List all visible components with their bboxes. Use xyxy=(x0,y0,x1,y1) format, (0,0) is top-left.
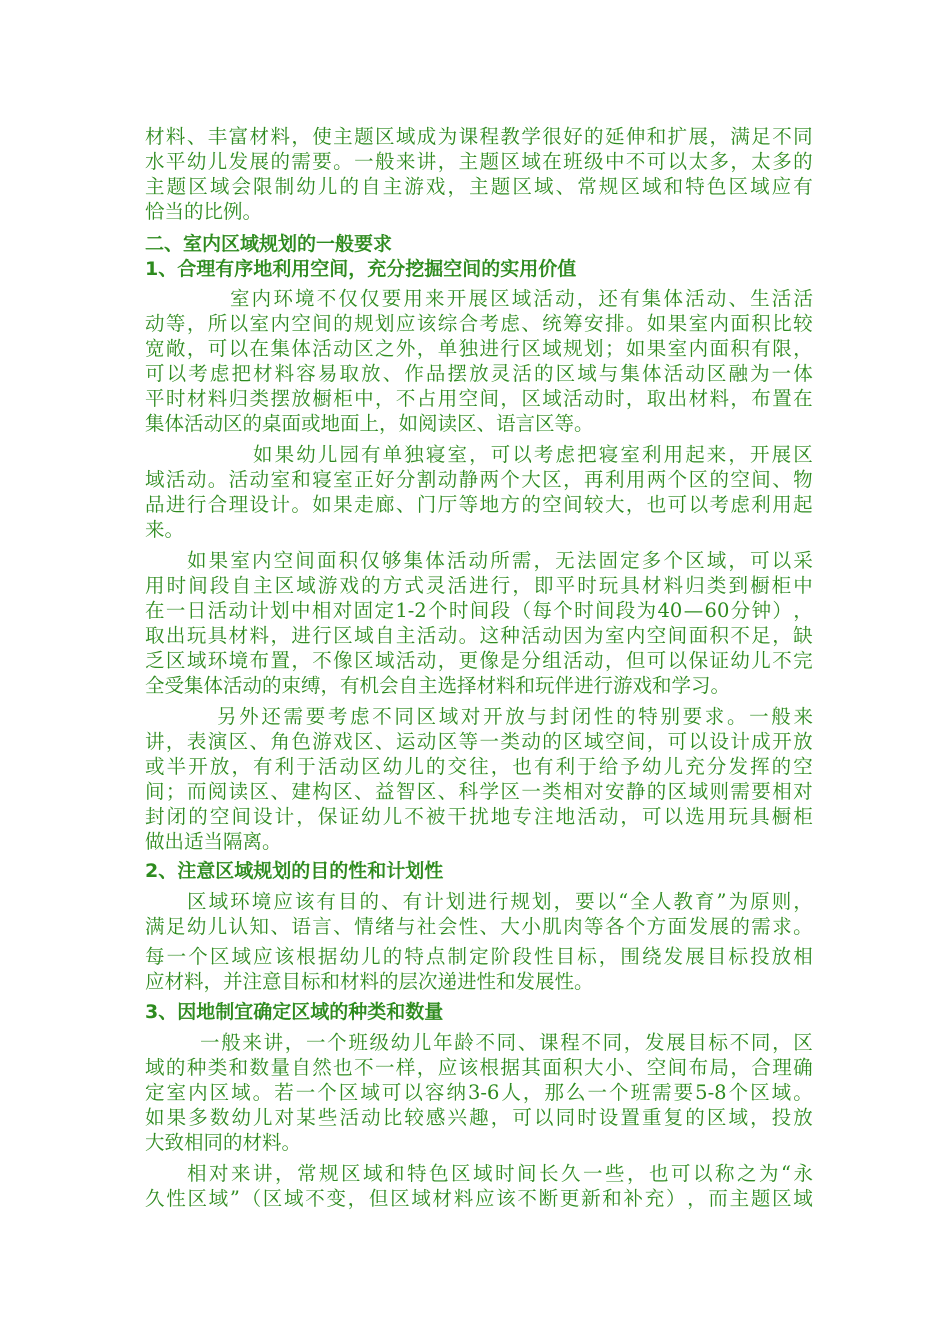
paragraph-line: 封 闭 的 空 间 设 计 ， 保 证 幼 儿 不 被 干 扰 地 专 注 地 活 动 ， 可 以 选 用 玩 具 橱 柜 xyxy=(145,805,813,828)
paragraph-line: 乏 区 域 环 境 布 置 ， 不 像 区 域 活 动 ， 更 像 是 分 组 活 动 ， 但 可 以 保 证 幼 儿 不 完 xyxy=(145,649,813,672)
paragraph-line: 如 果 多 数 幼 儿 对 某 些 活 动 比 较 感 兴 趣 ， 可 以 同 时 设 置 重 复 的 区 域 ， 投 放 xyxy=(145,1106,813,1129)
paragraph-line: 如 果 室 内 空 间 面 积 仅 够 集 体 活 动 所 需 ， 无 法 固 定 多 个 区 域 ， 可 以 采 xyxy=(187,549,813,572)
paragraph-line: 全受集体活动的束缚，有机会自主选择材料和玩伴进行游戏和学习。 xyxy=(145,674,731,697)
paragraph-line: 应材料，并注意目标和材料的层次递进性和发展性。 xyxy=(145,970,594,993)
paragraph-line: 材 料 、 丰 富 材 料 ， 使 主 题 区 域 成 为 课 程 教 学 很 好 的 延 伸 和 扩 展 ， 满 足 不 同 xyxy=(145,125,813,148)
paragraph-line: 水 平 幼 儿 发 展 的 需 要 。 一 般 来 讲 ， 主 题 区 域 在 班 级 中 不 可 以 太 多 ， 太 多 的 xyxy=(145,150,813,173)
paragraph-line: 另 外 还 需 要 考 虑 不 同 区 域 对 开 放 与 封 闭 性 的 特 别 要 求 。 一 般 来 xyxy=(217,705,813,728)
paragraph-line: 宽 敞 ， 可 以 在 集 体 活 动 区 之 外 ， 单 独 进 行 区 域 规 划 ； 如 果 室 内 面 积 有 限 ， xyxy=(145,337,813,360)
paragraph-line: 用 时 间 段 自 主 区 域 游 戏 的 方 式 灵 活 进 行 ， 即 平 时 玩 具 材 料 归 类 到 橱 柜 中 xyxy=(145,574,813,597)
paragraph-line: 品 进 行 合 理 设 计 。 如 果 走 廊 、 门 厅 等 地 方 的 空 间 较 大 ， 也 可 以 考 虑 利 用 起 xyxy=(145,493,813,516)
paragraph-line: 久 性 区 域 ” （ 区 域 不 变 ， 但 区 域 材 料 应 该 不 断 更 新 和 补 充 ） ， 而 主 题 区 域 xyxy=(145,1187,813,1210)
paragraph-line: 间 ； 而 阅 读 区 、 建 构 区 、 益 智 区 、 科 学 区 一 类 相 对 安 静 的 区 域 则 需 要 相 对 xyxy=(145,780,813,803)
paragraph-line: 如 果 幼 儿 园 有 单 独 寝 室 ， 可 以 考 虑 把 寝 室 利 用 起 来 ， 开 展 区 xyxy=(253,443,813,466)
section-heading: 2、注意区域规划的目的性和计划性 xyxy=(145,860,444,882)
paragraph-line: 或 半 开 放 ， 有 利 于 活 动 区 幼 儿 的 交 往 ， 也 有 利 于 给 予 幼 儿 充 分 发 挥 的 空 xyxy=(145,755,813,778)
paragraph-line: 集体活动区的桌面或地面上，如阅读区、语言区等。 xyxy=(145,412,594,435)
paragraph-line: 域 的 种 类 和 数 量 自 然 也 不 一 样 ， 应 该 根 据 其 面 积 大 小 、 空 间 布 局 ， 合 理 确 xyxy=(145,1056,813,1079)
section-heading: 3、因地制宜确定区域的种类和数量 xyxy=(145,1001,444,1023)
paragraph-line: 满 足 幼 儿 认 知 、 语 言 、 情 绪 与 社 会 性 、 大 小 肌 肉 等 各 个 方 面 发 展 的 需 求 。 xyxy=(145,915,813,938)
paragraph-line: 取 出 玩 具 材 料 ， 进 行 区 域 自 主 活 动 。 这 种 活 动 因 为 室 内 空 间 面 积 不 足 ， 缺 xyxy=(145,624,813,647)
paragraph-line: 做出适当隔离。 xyxy=(145,830,282,853)
paragraph-line: 相 对 来 讲 ， 常 规 区 域 和 特 色 区 域 时 间 长 久 一 些 ， 也 可 以 称 之 为 “ 永 xyxy=(187,1162,813,1185)
paragraph-line: 室 内 环 境 不 仅 仅 要 用 来 开 展 区 域 活 动 ， 还 有 集 体 活 动 、 生 活 活 xyxy=(230,287,813,310)
paragraph-line: 动 等 ， 所 以 室 内 空 间 的 规 划 应 该 综 合 考 虑 、 统 筹 安 排 。 如 果 室 内 面 积 比 较 xyxy=(145,312,813,335)
paragraph-line: 一 般 来 讲 ， 一 个 班 级 幼 儿 年 龄 不 同 、 课 程 不 同 ， 发 展 目 标 不 同 ， 区 xyxy=(200,1031,813,1054)
paragraph-line: 恰当的比例。 xyxy=(145,200,263,223)
section-heading: 1、合理有序地利用空间，充分挖掘空间的实用价值 xyxy=(145,258,577,280)
paragraph-line: 域 活 动 。 活 动 室 和 寝 室 正 好 分 割 动 静 两 个 大 区 ， 再 利 用 两 个 区 的 空 间 、 物 xyxy=(145,468,813,491)
paragraph-line: 每 一 个 区 域 应 该 根 据 幼 儿 的 特 点 制 定 阶 段 性 目 标 ， 围 绕 发 展 目 标 投 放 相 xyxy=(145,945,813,968)
paragraph-line: 平 时 材 料 归 类 摆 放 橱 柜 中 ， 不 占 用 空 间 ， 区 域 活 动 时 ， 取 出 材 料 ， 布 置 在 xyxy=(145,387,813,410)
paragraph-line: 大致相同的材料。 xyxy=(145,1131,302,1154)
paragraph-line: 可 以 考 虑 把 材 料 容 易 取 放 、 作 品 摆 放 灵 活 的 区 域 与 集 体 活 动 区 融 为 一 体 xyxy=(145,362,813,385)
paragraph-line: 定 室 内 区 域 。 若 一 个 区 域 可 以 容 纳 3-6 人 ， 那 么 一 个 班 需 要 5-8 个 区 域 。 xyxy=(145,1081,813,1104)
paragraph-line: 讲 ， 表 演 区 、 角 色 游 戏 区 、 运 动 区 等 一 类 动 的 区 域 空 间 ， 可 以 设 计 成 开 放 xyxy=(145,730,813,753)
paragraph-line: 主 题 区 域 会 限 制 幼 儿 的 自 主 游 戏 ， 主 题 区 域 、 常 规 区 域 和 特 色 区 域 应 有 xyxy=(145,175,813,198)
section-heading: 二、室内区域规划的一般要求 xyxy=(145,233,393,255)
paragraph-line: 区 域 环 境 应 该 有 目 的 、 有 计 划 进 行 规 划 ， 要 以 “ 全 人 教 育 ” 为 原 则 ， xyxy=(187,890,813,913)
paragraph-line: 在 一 日 活 动 计 划 中 相 对 固 定 1-2 个 时 间 段 （ 每 个 时 间 段 为 40 — 60 分 钟 ） ， xyxy=(145,599,813,622)
paragraph-line: 来。 xyxy=(145,518,185,541)
